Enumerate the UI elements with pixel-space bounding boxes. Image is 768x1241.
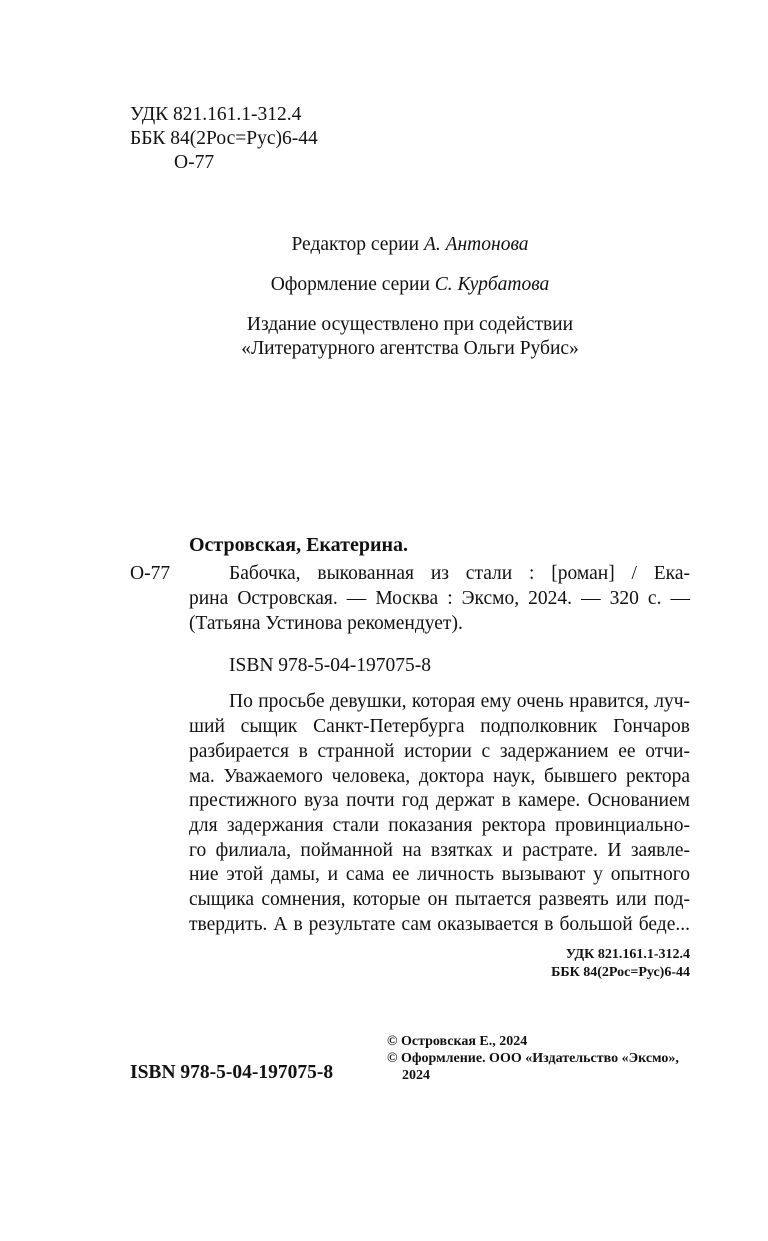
annotation-line: го филиала, пойманной на взятках и растрате. И заявле- xyxy=(189,840,690,861)
annotation-bbk: ББК 84(2Рос=Рус)6-44 xyxy=(551,965,690,980)
series-design-name: С. Курбатова xyxy=(434,274,550,295)
bib-isbn: ISBN 978-5-04-197075-8 xyxy=(229,655,432,676)
annotation-line: По просьбе девушки, которая ему очень нравится, луч- xyxy=(229,691,690,712)
series-editor-line xyxy=(130,233,690,257)
author-mark: О-77 xyxy=(174,152,215,173)
annotation-line: ние этой дамы, и сама ее личность вызывают у опытного xyxy=(189,864,690,885)
agency-line-2: «Литературного агентства Ольги Рубис» xyxy=(241,338,579,359)
bib-description-line-2: рина Островская. — Москва : Эксмо, 2024. — 320 с. — xyxy=(189,588,690,609)
author-heading: Островская, Екатерина. xyxy=(189,534,409,556)
udk-code: УДК 821.161.1-312.4 xyxy=(130,104,302,125)
footer-isbn: ISBN 978-5-04-197075-8 xyxy=(130,1062,334,1083)
annotation-line: твердить. А в результате сам оказывается в большой беде... xyxy=(189,914,690,935)
annotation-line: разбирается в странной истории с задержанием ее отчи- xyxy=(189,741,690,762)
copyright-publisher: © Оформление. ООО «Издательство «Эксмо», xyxy=(387,1051,679,1066)
bib-description-line-3: (Татьяна Устинова рекомендует). xyxy=(189,613,463,634)
annotation-line: сыщика сомнения, которые он пытается развеять или под- xyxy=(189,889,690,910)
annotation-line: ма. Уважаемого человека, доктора наук, бывшего ректора xyxy=(189,766,690,787)
annotation-line: для задержания стали показания ректора провинциально- xyxy=(189,815,690,836)
copyright-publisher-year: 2024 xyxy=(402,1068,430,1083)
annotation-line: престижного вуза почти год держат в камере. Основанием xyxy=(189,790,690,811)
copyright-author: © Островская Е., 2024 xyxy=(387,1034,528,1049)
annotation-udk: УДК 821.161.1-312.4 xyxy=(565,947,690,962)
bbk-code: ББК 84(2Рос=Рус)6-44 xyxy=(130,128,318,149)
series-editor-name: А. Антонова xyxy=(423,234,529,255)
series-design-line xyxy=(130,273,690,297)
annotation-line: ший сыщик Санкт-Петербурга подполковник Гончаров xyxy=(189,716,690,737)
agency-line-1: Издание осуществлено при содействии xyxy=(246,314,574,335)
series-editor-label: Редактор серии xyxy=(291,234,420,255)
bib-author-mark: О-77 xyxy=(130,563,171,584)
series-design-label: Оформление серии xyxy=(270,274,430,295)
bib-description-line-1: Бабочка, выкованная из стали : [роман] / Ека- xyxy=(229,563,690,584)
